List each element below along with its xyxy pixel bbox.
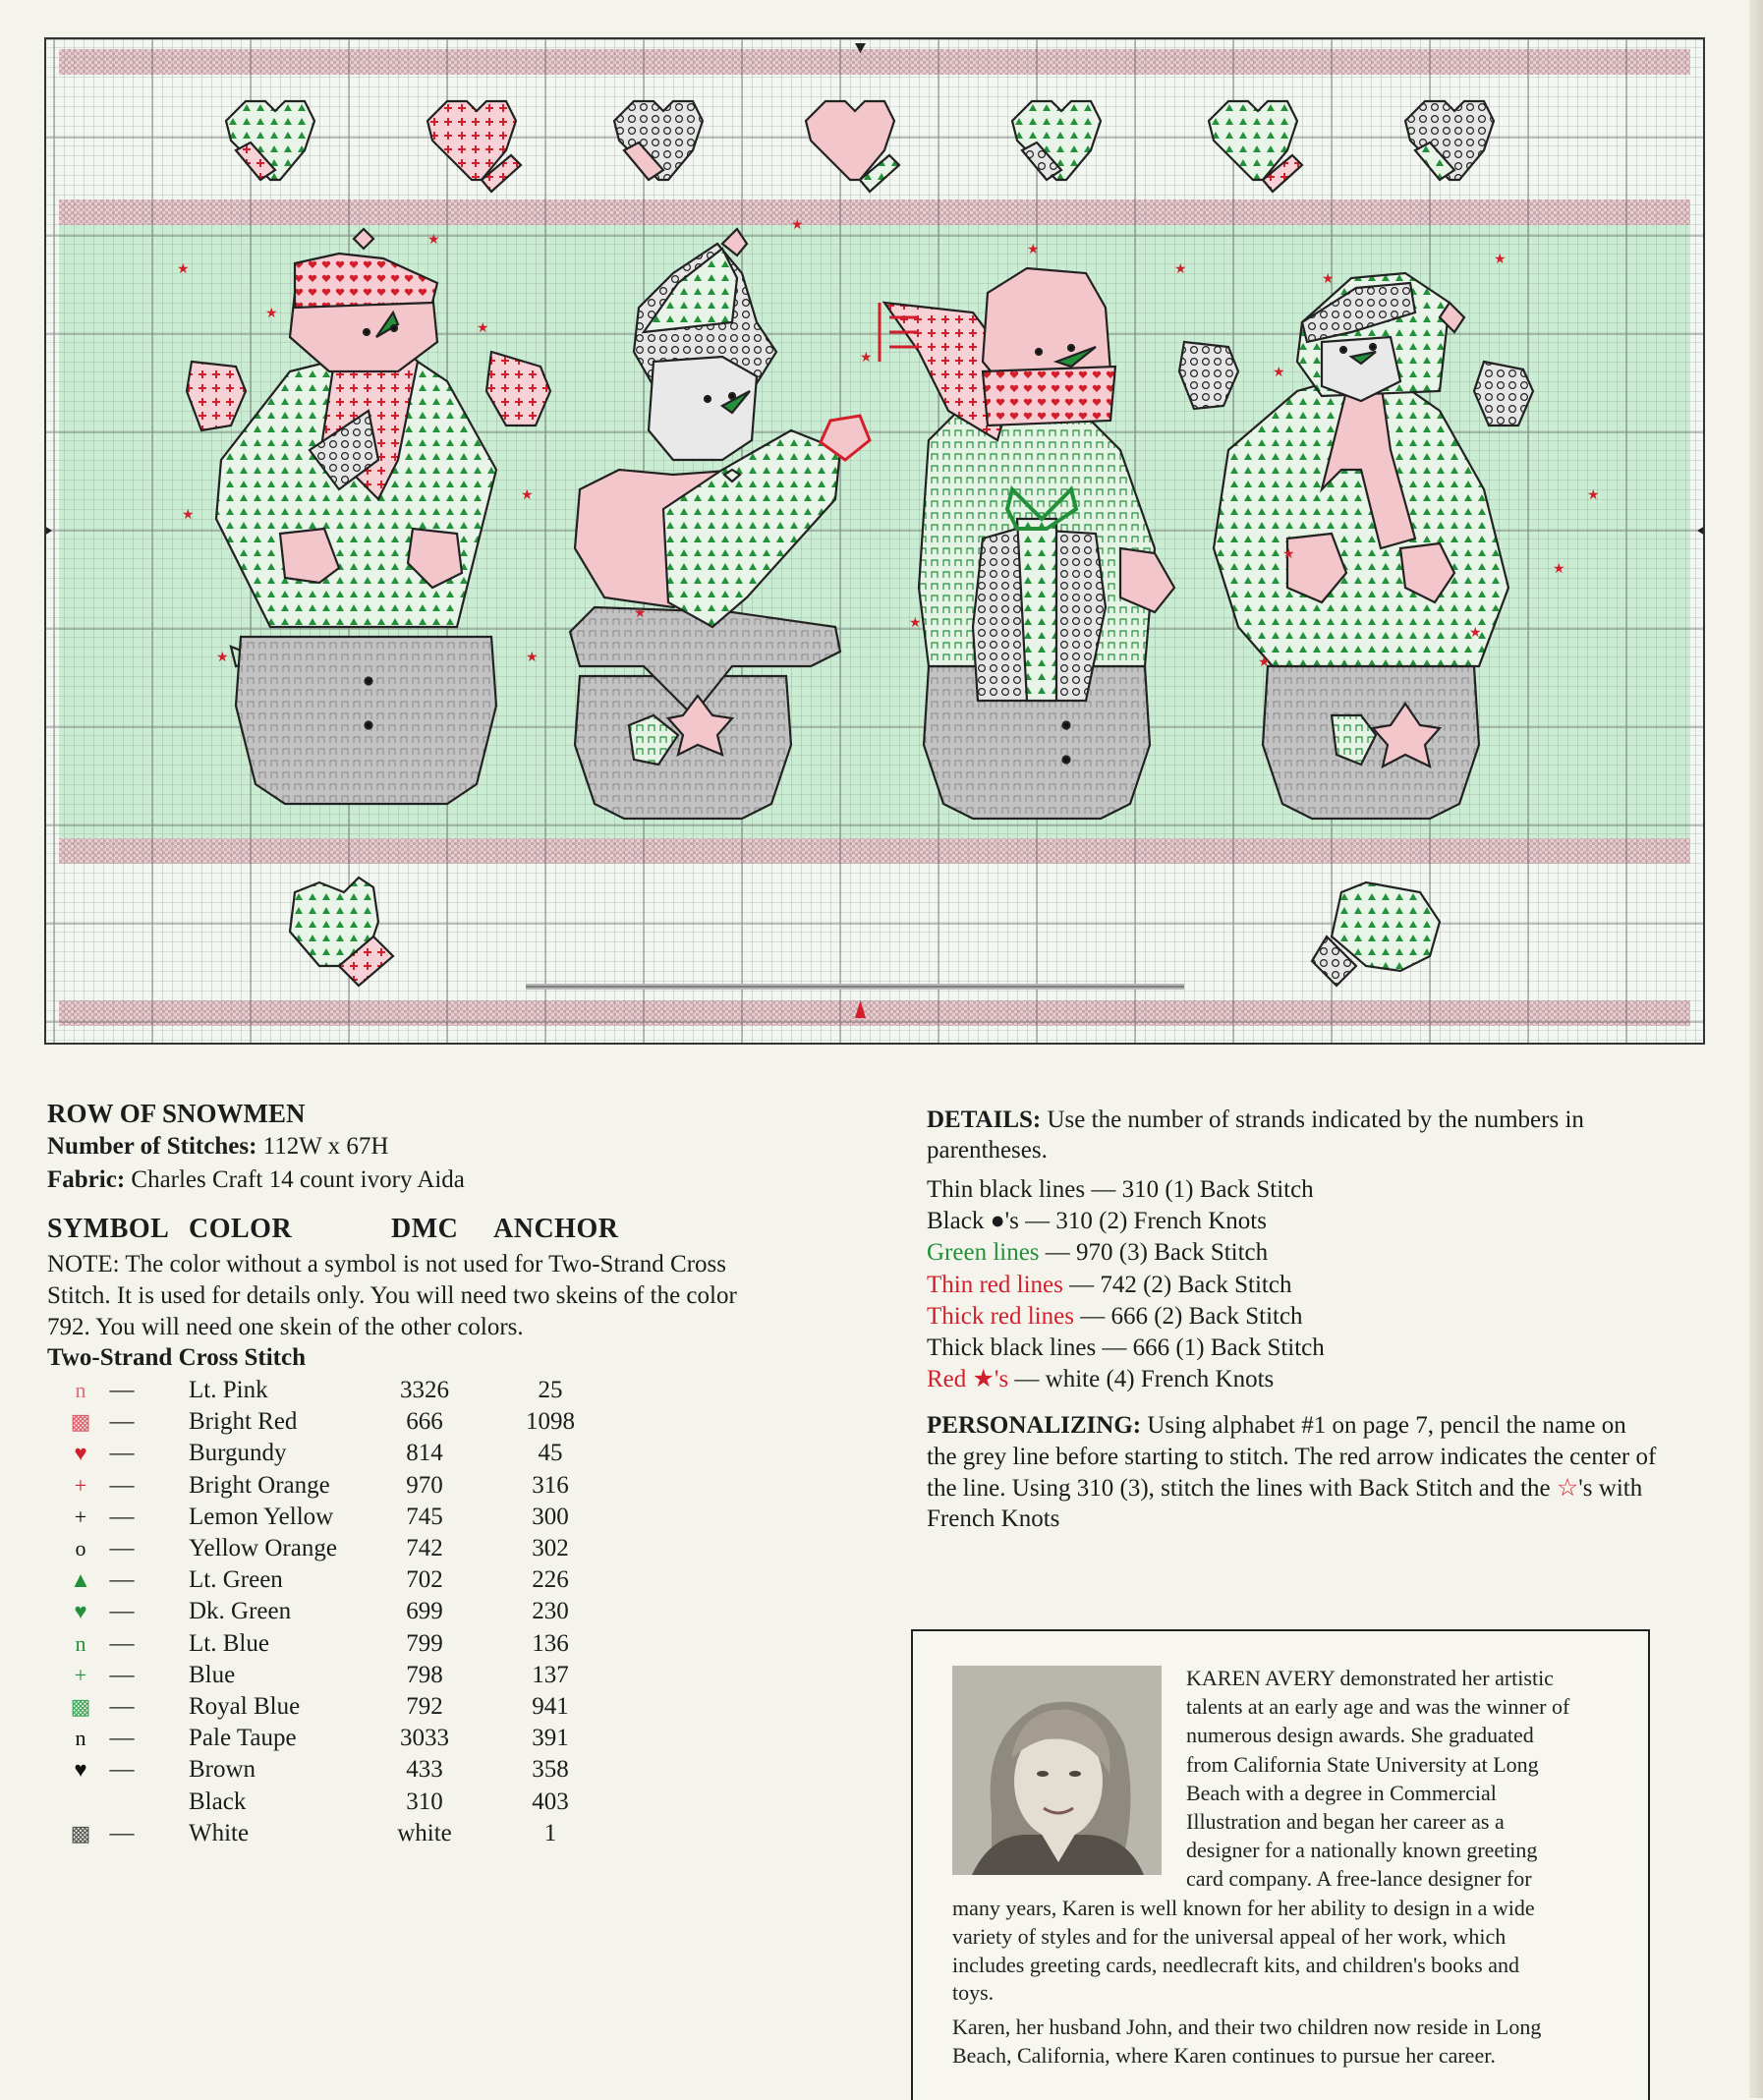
details-line bbox=[927, 1271, 1291, 1300]
legend-dash: — bbox=[109, 1504, 135, 1530]
bio-line: KAREN AVERY demonstrated her artistic bbox=[1186, 1666, 1554, 1690]
legend-dash: — bbox=[109, 1725, 135, 1751]
bio-line: toys. bbox=[952, 1980, 995, 2005]
header-symbol: SYMBOL bbox=[47, 1214, 170, 1244]
bio-line: many years, Karen is well known for her ability to design in a wide bbox=[952, 1896, 1535, 1920]
legend-symbol-icon: ▲ bbox=[70, 1567, 91, 1592]
personalizing-line-2: the grey line before starting to stitch. The red arrow indicates the center of bbox=[927, 1444, 1657, 1470]
bio-line: card company. A free-lance designer for bbox=[1186, 1866, 1532, 1891]
fabric-line bbox=[47, 1165, 465, 1195]
red-star-knot-icon: ★ bbox=[216, 650, 229, 665]
legend-dash: — bbox=[109, 1440, 135, 1466]
details-line bbox=[927, 1365, 1274, 1394]
legend-dmc-number: 666 bbox=[406, 1408, 443, 1435]
red-star-knot-icon: ★ bbox=[860, 350, 873, 366]
legend-anchor-number: 230 bbox=[532, 1598, 569, 1624]
legend-anchor-number: 45 bbox=[538, 1440, 563, 1466]
legend-color-name: Blue bbox=[189, 1662, 236, 1688]
personalizing-text-1: Using alphabet #1 on page 7, pencil the name on bbox=[1147, 1412, 1626, 1439]
legend-color-name: White bbox=[189, 1820, 250, 1846]
legend-symbol-icon: + bbox=[74, 1663, 87, 1687]
legend-color-name: Brown bbox=[189, 1756, 256, 1783]
details-line-prefix: Green lines bbox=[927, 1239, 1040, 1266]
legend-dmc-number: 745 bbox=[406, 1504, 443, 1530]
legend-dmc-number: 310 bbox=[406, 1788, 443, 1815]
red-star-knot-icon: ★ bbox=[1258, 654, 1271, 670]
legend-dmc-number: 699 bbox=[406, 1598, 443, 1624]
legend-symbol-icon: n bbox=[75, 1631, 86, 1656]
red-star-knot-icon: ★ bbox=[1587, 487, 1600, 503]
header-color: COLOR bbox=[189, 1214, 293, 1244]
legend-symbol-icon: o bbox=[75, 1536, 86, 1561]
legend-dash: — bbox=[109, 1535, 135, 1561]
legend-dmc-number: 742 bbox=[406, 1535, 443, 1561]
details-label: DETAILS: bbox=[927, 1107, 1042, 1133]
red-star-knot-icon: ★ bbox=[1494, 252, 1507, 267]
legend-symbol-icon: ▩ bbox=[70, 1694, 91, 1719]
legend-dmc-number: 792 bbox=[406, 1693, 443, 1720]
legend-section-title: Two-Strand Cross Stitch bbox=[47, 1344, 306, 1371]
details-line-text: — 970 (3) Back Stitch bbox=[1039, 1239, 1269, 1266]
red-star-knot-icon: ★ bbox=[427, 232, 440, 248]
legend-note-line-2: Stitch. It is used for details only. You will need two skeins of the color bbox=[47, 1282, 737, 1309]
details-line-text: — white (4) French Knots bbox=[1008, 1366, 1275, 1392]
legend-color-name: Yellow Orange bbox=[189, 1535, 337, 1561]
legend-anchor-number: 391 bbox=[532, 1725, 569, 1751]
legend-anchor-number: 136 bbox=[532, 1630, 569, 1657]
red-star-knot-icon: ★ bbox=[1273, 365, 1285, 380]
legend-color-name: Lt. Pink bbox=[189, 1377, 268, 1403]
details-intro bbox=[927, 1106, 1584, 1135]
red-star-knot-icon: ★ bbox=[265, 306, 278, 321]
details-line-prefix: Thin black lines bbox=[927, 1176, 1086, 1203]
legend-color-name: Black bbox=[189, 1788, 247, 1815]
bio-line: Illustration and began her career as a bbox=[1186, 1809, 1505, 1834]
legend-symbol-icon: ▩ bbox=[70, 1821, 91, 1845]
details-line bbox=[927, 1238, 1268, 1268]
red-star-knot-icon: ★ bbox=[182, 507, 195, 523]
red-star-knot-icon: ★ bbox=[1322, 271, 1335, 287]
legend-anchor-number: 300 bbox=[532, 1504, 569, 1530]
header-dmc: DMC bbox=[391, 1214, 459, 1244]
legend-color-name: Royal Blue bbox=[189, 1693, 301, 1720]
stitch-count-value: 112W x 67H bbox=[262, 1133, 389, 1160]
bio-line: Beach with a degree in Commercial bbox=[1186, 1781, 1497, 1805]
legend-anchor-number: 1098 bbox=[526, 1408, 575, 1435]
legend-dmc-number: white bbox=[397, 1820, 452, 1846]
bio-line: Karen, her husband John, and their two children now reside in Long bbox=[952, 2015, 1542, 2039]
legend-color-name: Pale Taupe bbox=[189, 1725, 297, 1751]
page-edge bbox=[1749, 0, 1763, 2098]
name-guide-line bbox=[526, 984, 1184, 990]
legend-symbol-icon: ▩ bbox=[70, 1409, 91, 1434]
details-intro-line-2: parentheses. bbox=[927, 1137, 1048, 1164]
legend-anchor-number: 226 bbox=[532, 1566, 569, 1593]
fabric-label: Fabric: bbox=[47, 1166, 126, 1193]
personalizing-text-3b: 's with bbox=[1578, 1475, 1643, 1502]
legend-dash: — bbox=[109, 1566, 135, 1593]
pattern-title: ROW OF SNOWMEN bbox=[47, 1099, 306, 1128]
red-star-knot-icon: ★ bbox=[909, 615, 922, 631]
legend-dash: — bbox=[109, 1598, 135, 1624]
stitch-count bbox=[47, 1132, 388, 1162]
legend-symbol-icon: + bbox=[74, 1504, 87, 1529]
legend-dmc-number: 799 bbox=[406, 1630, 443, 1657]
red-star-knot-icon: ★ bbox=[1282, 546, 1295, 562]
bio-line: from California State University at Long bbox=[1186, 1752, 1539, 1777]
legend-note-line-1: NOTE: The color without a symbol is not used for Two-Strand Cross bbox=[47, 1251, 727, 1277]
legend-color-name: Lt. Blue bbox=[189, 1630, 269, 1657]
legend-dmc-number: 433 bbox=[406, 1756, 443, 1783]
legend-symbol-icon: + bbox=[74, 1473, 87, 1498]
bio-line: Beach, California, where Karen continues to pursue her career. bbox=[952, 2043, 1496, 2068]
legend-color-name: Burgundy bbox=[189, 1440, 287, 1466]
legend-dmc-number: 970 bbox=[406, 1472, 443, 1499]
red-star-knot-icon: ★ bbox=[634, 605, 647, 621]
legend-dash: — bbox=[109, 1630, 135, 1657]
legend-symbol-icon: ♥ bbox=[74, 1441, 87, 1465]
details-line bbox=[927, 1175, 1314, 1205]
red-star-knot-icon: ★ bbox=[1553, 561, 1565, 577]
designer-portrait bbox=[952, 1666, 1162, 1875]
bio-line: variety of styles and for the universal appeal of her work, which bbox=[952, 1924, 1507, 1949]
legend-dmc-number: 3326 bbox=[400, 1377, 449, 1403]
legend-dash: — bbox=[109, 1377, 135, 1403]
personalizing-line-4: French Knots bbox=[927, 1505, 1060, 1532]
details-line bbox=[927, 1334, 1325, 1363]
cross-stitch-chart bbox=[44, 37, 1705, 1045]
legend-anchor-number: 1 bbox=[543, 1820, 557, 1846]
details-line-prefix: Red ★'s bbox=[927, 1366, 1009, 1392]
red-star-knot-icon: ★ bbox=[526, 650, 539, 665]
personalizing-label: PERSONALIZING: bbox=[927, 1412, 1142, 1439]
legend-anchor-number: 403 bbox=[532, 1788, 569, 1815]
legend-dmc-number: 3033 bbox=[400, 1725, 449, 1751]
details-line-prefix: Thick black lines bbox=[927, 1334, 1097, 1361]
bio-line: numerous design awards. She graduated bbox=[1186, 1723, 1534, 1747]
legend-anchor-number: 302 bbox=[532, 1535, 569, 1561]
outline-star-icon: ☆ bbox=[1556, 1475, 1579, 1502]
stitch-count-label: Number of Stitches: bbox=[47, 1133, 257, 1160]
legend-symbol-icon: n bbox=[75, 1726, 86, 1750]
legend-note-line-3: 792. You will need one skein of the other colors. bbox=[47, 1314, 524, 1340]
legend-anchor-number: 25 bbox=[538, 1377, 563, 1403]
legend-anchor-number: 941 bbox=[532, 1693, 569, 1720]
legend-color-name: Bright Orange bbox=[189, 1472, 330, 1499]
red-star-knot-icon: ★ bbox=[477, 320, 489, 336]
legend-symbol-icon: n bbox=[75, 1378, 86, 1402]
legend-anchor-number: 358 bbox=[532, 1756, 569, 1783]
details-line-text: — 666 (1) Back Stitch bbox=[1096, 1334, 1325, 1361]
legend-dmc-number: 814 bbox=[406, 1440, 443, 1466]
personalizing-text-3a: the line. Using 310 (3), stitch the lines with Back Stitch and the bbox=[927, 1475, 1557, 1502]
legend-dash: — bbox=[109, 1693, 135, 1720]
red-star-knot-icon: ★ bbox=[177, 261, 190, 277]
legend-color-name: Lt. Green bbox=[189, 1566, 283, 1593]
legend-anchor-number: 137 bbox=[532, 1662, 569, 1688]
details-line-prefix: Thick red lines bbox=[927, 1303, 1074, 1330]
details-line-prefix: Thin red lines bbox=[927, 1272, 1063, 1298]
personalizing-line-1 bbox=[927, 1411, 1626, 1441]
details-line bbox=[927, 1302, 1303, 1332]
bio-line: designer for a nationally known greeting bbox=[1186, 1838, 1538, 1862]
legend-symbol-icon: ♥ bbox=[74, 1599, 87, 1623]
legend-dmc-number: 702 bbox=[406, 1566, 443, 1593]
details-line-prefix: Black ●'s bbox=[927, 1208, 1019, 1234]
legend-color-name: Bright Red bbox=[189, 1408, 298, 1435]
header-anchor: ANCHOR bbox=[493, 1214, 619, 1244]
bio-line: talents at an early age and was the winner of bbox=[1186, 1694, 1570, 1719]
details-intro-text: Use the number of strands indicated by the numbers in bbox=[1047, 1107, 1584, 1133]
details-line-text: — 742 (2) Back Stitch bbox=[1062, 1272, 1292, 1298]
red-star-knot-icon: ★ bbox=[791, 217, 804, 233]
details-line-text: — 310 (2) French Knots bbox=[1018, 1208, 1267, 1234]
legend-dash: — bbox=[109, 1408, 135, 1435]
details-line-text: — 310 (1) Back Stitch bbox=[1085, 1176, 1314, 1203]
bio-line: includes greeting cards, needlecraft kits, and children's books and bbox=[952, 1953, 1519, 1977]
legend-dash: — bbox=[109, 1756, 135, 1783]
legend-dash: — bbox=[109, 1472, 135, 1499]
legend-anchor-number: 316 bbox=[532, 1472, 569, 1499]
details-line-text: — 666 (2) Back Stitch bbox=[1073, 1303, 1303, 1330]
details-line bbox=[927, 1207, 1267, 1236]
legend-dash: — bbox=[109, 1820, 135, 1846]
red-star-knot-icon: ★ bbox=[1174, 261, 1187, 277]
legend-dmc-number: 798 bbox=[406, 1662, 443, 1688]
fabric-value: Charles Craft 14 count ivory Aida bbox=[131, 1166, 465, 1193]
legend-color-name: Dk. Green bbox=[189, 1598, 292, 1624]
legend-symbol-icon: ♥ bbox=[74, 1757, 87, 1782]
legend-dash: — bbox=[109, 1662, 135, 1688]
legend-color-name: Lemon Yellow bbox=[189, 1504, 334, 1530]
red-star-knot-icon: ★ bbox=[1469, 625, 1482, 641]
red-star-knot-icon: ★ bbox=[521, 487, 534, 503]
personalizing-line-3 bbox=[927, 1474, 1642, 1504]
red-star-knot-icon: ★ bbox=[1027, 242, 1040, 257]
